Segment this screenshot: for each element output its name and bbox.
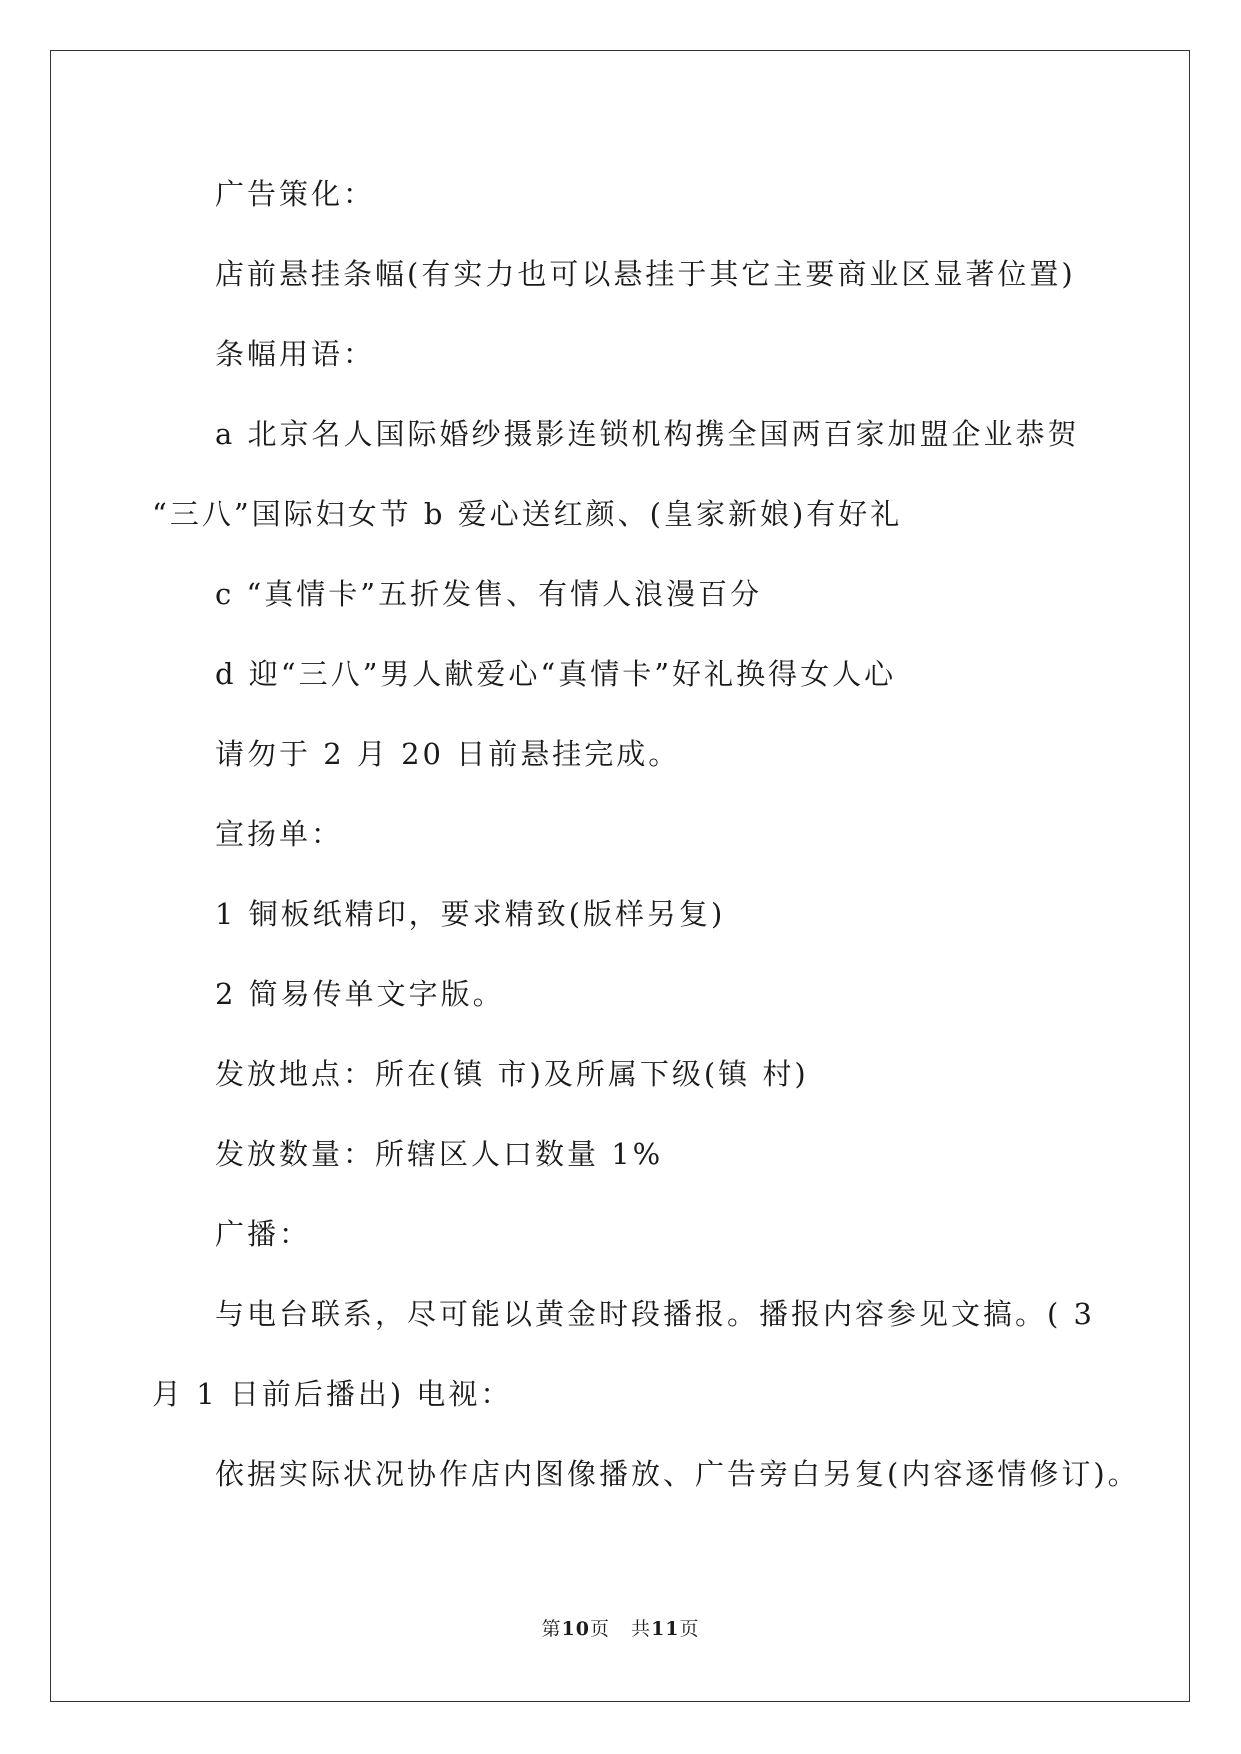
paragraph-banner: 店前悬挂条幅(有实力也可以悬挂于其它主要商业区显著位置) xyxy=(215,257,1076,291)
footer-page-total: 11 xyxy=(651,1618,680,1640)
footer-prefix: 第 xyxy=(541,1618,562,1640)
page-footer xyxy=(0,1616,1241,1642)
paragraph-distribution-quantity: 发放数量：所辖区人口数量 1% xyxy=(215,1137,664,1171)
slogan-c: c “真情卡”五折发售、有情人浪漫百分 xyxy=(215,577,763,611)
footer-page-current: 10 xyxy=(561,1618,590,1640)
paragraph-distribution-location: 发放地点：所在(镇 市)及所属下级(镇 村) xyxy=(215,1057,809,1091)
slogan-a-continued-b: “三八”国际妇女节 b 爱心送红颜、(皇家新娘)有好礼 xyxy=(152,497,903,531)
paragraph-tv: 依据实际状况协作店内图像播放、广告旁白另复(内容逐情修订)。 xyxy=(215,1457,1140,1491)
footer-middle: 页 共 xyxy=(589,1618,652,1640)
flyer-item-1: 1 铜板纸精印，要求精致(版样另复) xyxy=(215,897,726,931)
slogan-d: d 迎“三八”男人献爱心“真情卡”好礼换得女人心 xyxy=(215,657,897,691)
paragraph-radio-continued: 月 1 日前后播出) 电视： xyxy=(152,1377,513,1411)
heading-flyers: 宣扬单： xyxy=(215,817,344,851)
heading-banner-slogans: 条幅用语： xyxy=(215,337,376,371)
flyer-item-2: 2 简易传单文字版。 xyxy=(215,977,505,1011)
paragraph-deadline: 请勿于 2 月 20 日前悬挂完成。 xyxy=(215,737,681,771)
slogan-a: a 北京名人国际婚纱摄影连锁机构携全国两百家加盟企业恭贺 xyxy=(215,417,1080,451)
heading-radio: 广播： xyxy=(215,1217,312,1251)
footer-suffix: 页 xyxy=(679,1618,700,1640)
heading-ad-planning: 广告策化： xyxy=(215,177,376,211)
paragraph-radio: 与电台联系，尽可能以黄金时段播报。播报内容参见文搞。( 3 xyxy=(215,1297,1095,1331)
